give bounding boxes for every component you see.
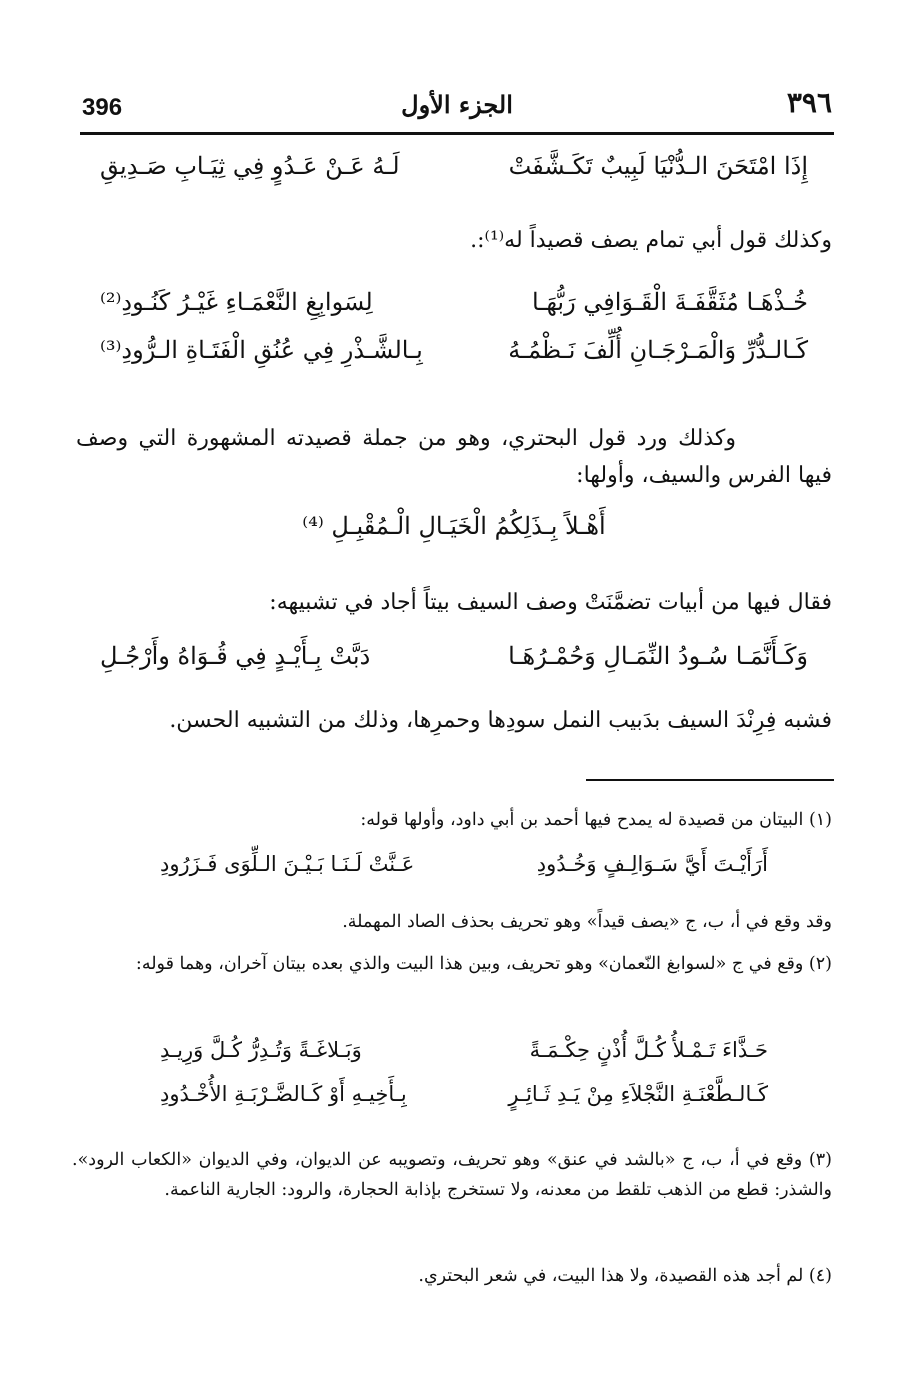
verse-3-second-hemistich: بِـالشَّـذْرِ فِي عُنُقِ الْفَتَـاةِ الـرُّودِ⁽³⁾ — [100, 336, 423, 364]
verse-3 — [100, 336, 808, 364]
verse-1-first-hemistich: إِذَا امْتَحَنَ الـدُّنْيَا لَبِيبٌ تَكَـشَّفَتْ — [508, 152, 808, 180]
footnote-1-note: وقد وقع في أ، ب، ج «يصف قيداً» وهو تحريف بحذف الصاد المهملة. — [342, 912, 832, 932]
footnote-3: (٣) وقع في أ، ب، ج «بالشد في عنق» وهو تحريف، وتصويبه عن الديوان، وفي الديوان «الكعاب الرود». والشذر: قطع من الذهب تلقط من معدنه، ولا تستخرج بإذابة الحجارة، والرود: الجارية الناعمة. — [72, 1150, 832, 1200]
paragraph-sword: فقال فيها من أبيات تضمَّنَتْ وصف السيف بيتاً أجاد في تشبيهه: — [269, 590, 832, 615]
paragraph-buhturi: وكذلك ورد قول البحتري، وهو من جملة قصيدته المشهورة التي وصف فيها الفرس والسيف، وأولها: — [76, 426, 832, 489]
verse-1-second-hemistich: لَـهُ عَـنْ عَـدُوٍ فِي ثِيَـابِ صَـدِيقِ — [100, 152, 400, 180]
footnote-2: (٢) وقع في ج «لسوابغ النّعمان» وهو تحريف، وبين هذا البيت والذي بعده بيتان آخران، وهما قوله: — [135, 954, 832, 974]
page-number-latin: 396 — [82, 94, 123, 121]
footnote-1-verse-second: عَـنَّتْ لَـنَـا بَـيْـنَ الـلِّوَى فَـزَرُودِ — [160, 852, 415, 876]
footnote-2-verse-1-second: وَبَـلاغَـةً وَتُـدِرُّ كُـلَّ وَرِيـدِ — [160, 1038, 362, 1062]
intro-abu-tammam: وكذلك قول أبي تمام يصف قصيداً له⁽¹⁾:. — [470, 228, 832, 253]
page-number-arabic: ٣٩٦ — [786, 86, 832, 119]
verse-2-first-hemistich: خُـذْهَـا مُثَقَّفَـةَ الْقَـوَافِي رَبُّهَـا — [532, 288, 808, 316]
page-header — [82, 86, 832, 130]
footnote-1-verse — [160, 852, 768, 876]
verse-4 — [100, 642, 808, 670]
verse-4-second-hemistich: دَبَّتْ بِـأَيْـدٍ فِي قُـوَاهُ وأَرْجُـلِ — [100, 642, 371, 670]
running-title: الجزء الأول — [401, 90, 513, 119]
footnote-2-verse-2 — [160, 1082, 768, 1106]
footnote-2-verse-2-first: كَـالـطَّعْنَـةِ النَّجْلاَءِ مِنْ يَـدِ ثَـائِـرٍ — [508, 1082, 768, 1106]
verse-4-first-hemistich: وَكَـأَنَّمَـا سُـودُ النِّمَـالِ وَحُمْـرُهَـا — [508, 642, 808, 670]
footnote-rule — [586, 779, 834, 781]
verse-3-first-hemistich: كَـالـدُّرِّ وَالْمَـرْجَـانِ أُلِّفَ نَـظْمُـهُ — [508, 336, 808, 364]
footnote-2-verse-1 — [160, 1038, 768, 1062]
verse-2 — [100, 288, 808, 316]
footnote-2-verse-1-first: حَـذَّاءَ تَـمْـلأُ كُـلَّ أُذْنٍ حِكْـمَـةً — [529, 1038, 768, 1062]
footnote-4: (٤) لم أجد هذه القصيدة، ولا هذا البيت، في شعر البحتري. — [418, 1266, 832, 1286]
footnote-1: (١) البيتان من قصيدة له يمدح فيها أحمد بن أبي داود، وأولها قوله: — [360, 810, 832, 830]
verse-1 — [100, 152, 808, 180]
verse-2-second-hemistich: لِسَوابِغِ النَّعْمَـاءِ غَيْـرُ كَنُـودِ⁽²⁾ — [100, 288, 373, 316]
footnote-1-verse-first: أَرَأَيْـتَ أَيَّ سَـوَالِـفٍ وَخُـدُودِ — [536, 852, 768, 876]
footnote-2-verse-2-second: بِـأَخِيـهِ أَوْ كَـالضَّـرْبَـةِ الأُخْـدُودِ — [160, 1082, 407, 1106]
hemistich-opening: أَهْـلاً بِـذَلِكُمُ الْخَيَـالِ الْـمُقْبِـلِ ⁽⁴⁾ — [302, 512, 606, 540]
header-rule — [80, 132, 834, 135]
paragraph-conclusion: فشبه فِرِنْدَ السيف بدَبيب النمل سودِها وحمرِها، وذلك من التشبيه الحسن. — [169, 708, 832, 733]
